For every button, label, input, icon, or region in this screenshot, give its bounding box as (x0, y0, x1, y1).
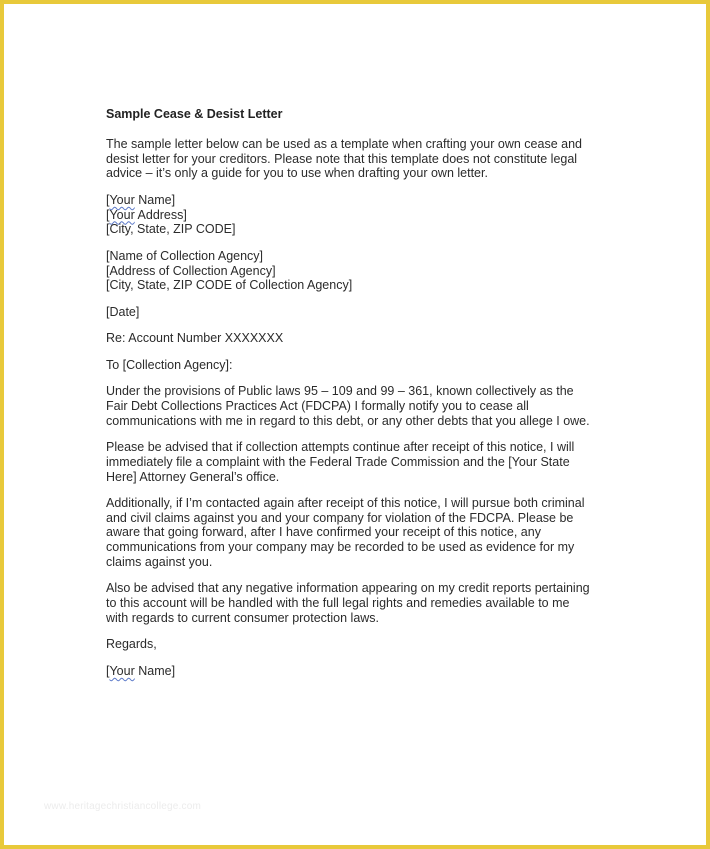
spellcheck-word: Your (109, 663, 135, 678)
body-paragraph-1 (106, 384, 616, 428)
recipient-line: [Name of Collection Agency] (106, 248, 264, 263)
body-paragraph-2 (106, 440, 616, 484)
spellcheck-word: Your (109, 207, 135, 222)
body-paragraph-3 (106, 496, 616, 570)
body-line: communications from your company may be recorded to be used as evidence for my (106, 540, 575, 555)
sender-block (106, 193, 616, 237)
recipient-line: [Address of Collection Agency] (106, 263, 276, 278)
sender-city: [City, State, ZIP CODE] (106, 222, 236, 237)
body-line: Under the provisions of Public laws 95 – 109 and 99 – 361, known collectively as the (106, 383, 574, 398)
re-line: Re: Account Number XXXXXXX (106, 331, 284, 346)
recipient-line: [City, State, ZIP CODE of Collection Agency] (106, 278, 353, 293)
body-line: communications with me in regard to this debt, or any other debts that you allege I owe. (106, 413, 590, 428)
sender-name: [Your Name] (106, 192, 176, 207)
body-line: Additionally, if I’m contacted again after receipt of this notice, I will pursue both criminal (106, 495, 585, 510)
intro-paragraph (106, 137, 616, 181)
body-line: and civil claims against you and your company for violation of the FDCPA. Please be (106, 510, 574, 525)
recipient-block (106, 249, 616, 293)
signature: [Your Name] (106, 663, 176, 678)
body-line: Fair Debt Collections Practices Act (FDCPA) I formally notify you to cease all (106, 398, 529, 413)
body-line: immediately file a complaint with the Federal Trade Commission and the [Your State (106, 454, 570, 469)
body-line: with regards to current consumer protection laws. (106, 611, 380, 626)
intro-line: desist letter for your creditors. Please note that this template does not constitute legal (106, 151, 578, 166)
body-line: Also be advised that any negative information appearing on my credit reports pertaining (106, 581, 590, 596)
intro-line: advice – it’s only a guide for you to use when drafting your own letter. (106, 166, 488, 181)
intro-line: The sample letter below can be used as a template when crafting your own cease and (106, 136, 582, 151)
sender-address: [Your Address] (106, 207, 187, 222)
date-line: [Date] (106, 304, 140, 319)
salutation: To [Collection Agency]: (106, 357, 233, 372)
body-line: to this account will be handled with the full legal rights and remedies available to me (106, 596, 570, 611)
closing: Regards, (106, 637, 157, 652)
body-line: aware that going forward, after I have confirmed your receipt of this notice, any (106, 525, 541, 540)
body-line: Please be advised that if collection attempts continue after receipt of this notice, I will (106, 439, 575, 454)
body-paragraph-4 (106, 581, 616, 625)
watermark: www.heritagechristiancollege.com (44, 801, 202, 812)
spellcheck-word: Your (109, 192, 135, 207)
body-line: claims against you. (106, 555, 213, 570)
body-line: Here] Attorney General’s office. (106, 469, 280, 484)
letter-page (106, 107, 616, 690)
letter-title: Sample Cease & Desist Letter (106, 107, 283, 121)
